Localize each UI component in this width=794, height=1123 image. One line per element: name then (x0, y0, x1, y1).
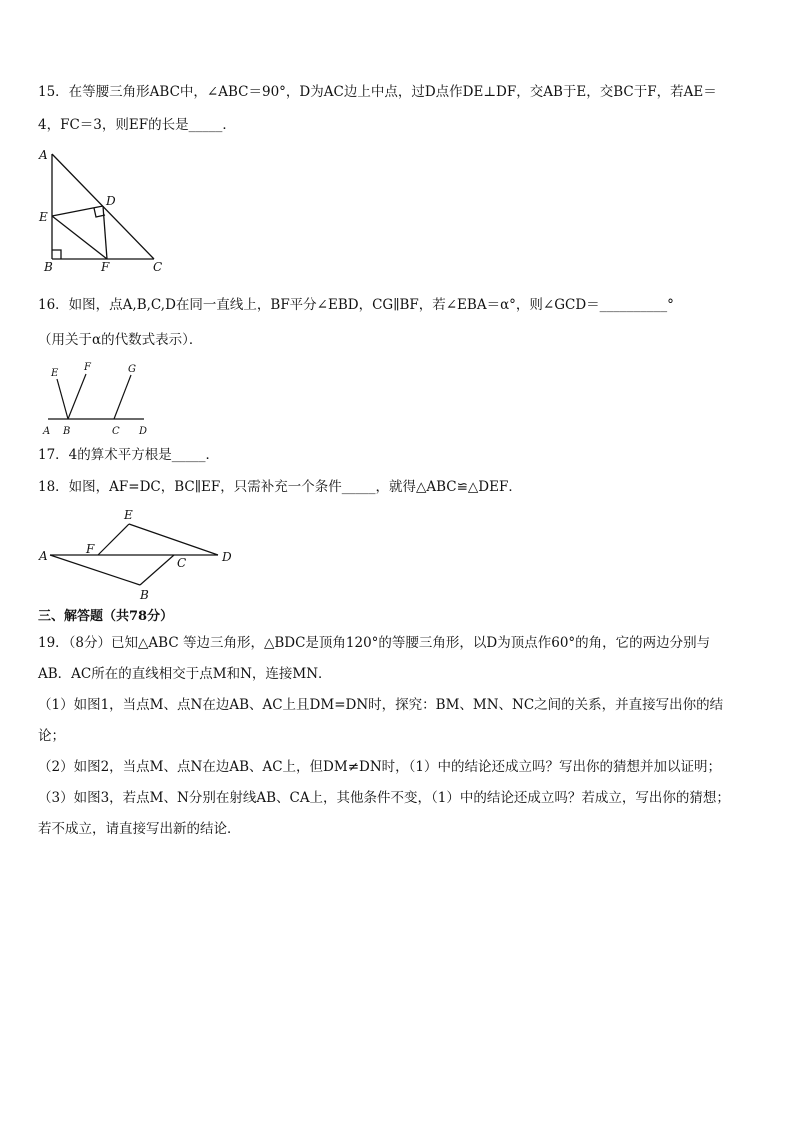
q18-label-e: E (124, 508, 133, 522)
q19-text-line1: 19．（8分）已知△ABC 等边三角形，△BDC是顶角120°的等腰三角形，以D为顶点作60°的角，它的两边分别与 (38, 635, 711, 651)
q18-label-f: F (86, 542, 95, 556)
q16-text-line1: 16．如图，点A,B,C,D在同一直线上，BF平分∠EBD，CG∥BF，若∠EBA＝α°，则∠GCD＝__________° (38, 297, 674, 313)
q19-text-line7: 若不成立，请直接写出新的结论． (38, 821, 241, 837)
q19-text-line5: （2）如图2，当点M、点N在边AB、AC上，但DM≠DN时，（1）中的结论还成立吗？写出你的猜想并加以证明； (38, 759, 721, 775)
q17-text-line1: 17．4的算术平方根是_____． (38, 447, 220, 463)
q19-text-line4: 论； (38, 728, 65, 744)
q16-label-a: A (43, 426, 51, 437)
section3-heading: 三、解答题（共78分） (38, 609, 174, 624)
q16-label-b: B (63, 426, 71, 437)
q15-text-line1: 15．在等腰三角形ABC中，∠ABC＝90°，D为AC边上中点，过D点作DE⊥DF，交AB于E，交BC于F，若AE＝ (38, 84, 717, 100)
q16-label-d: D (139, 426, 148, 437)
q18-label-c: C (177, 556, 187, 570)
q15-label-a: A (39, 148, 48, 162)
q18-label-b: B (140, 588, 149, 602)
q19-text-line6: （3）如图3，若点M、N分别在射线AB、CA上，其他条件不变，（1）中的结论还成立吗？若成立，写出你的猜想； (38, 790, 730, 806)
q16-label-g: G (128, 364, 136, 375)
q18-label-a: A (39, 549, 48, 563)
q19-text-line2: AB．AC所在的直线相交于点M和N，连接MN． (38, 666, 332, 682)
q16-label-f: F (84, 362, 91, 373)
q15-text-line2: 4，FC＝3，则EF的长是_____． (38, 117, 236, 133)
q16-figure (38, 360, 158, 440)
q19-text-line3: （1）如图1，当点M、点N在边AB、AC上且DM=DN时，探究：BM、MN、NC之间的关系，并直接写出你的结 (38, 697, 724, 713)
q16-text-line2: （用关于α的代数式表示）． (38, 332, 203, 348)
q15-figure (36, 146, 176, 276)
q18-figure (36, 506, 246, 604)
q15-label-c: C (153, 260, 163, 274)
q15-label-b: B (44, 260, 53, 274)
q15-label-d: D (106, 194, 116, 208)
q15-label-e: E (39, 210, 48, 224)
q16-label-e: E (51, 368, 59, 379)
q15-label-f: F (101, 260, 110, 274)
q18-label-d: D (222, 550, 232, 564)
q16-label-c: C (112, 426, 120, 437)
q18-text-line1: 18．如图，AF=DC，BC∥EF，只需补充一个条件_____，就得△ABC≌△DEF． (38, 479, 522, 495)
